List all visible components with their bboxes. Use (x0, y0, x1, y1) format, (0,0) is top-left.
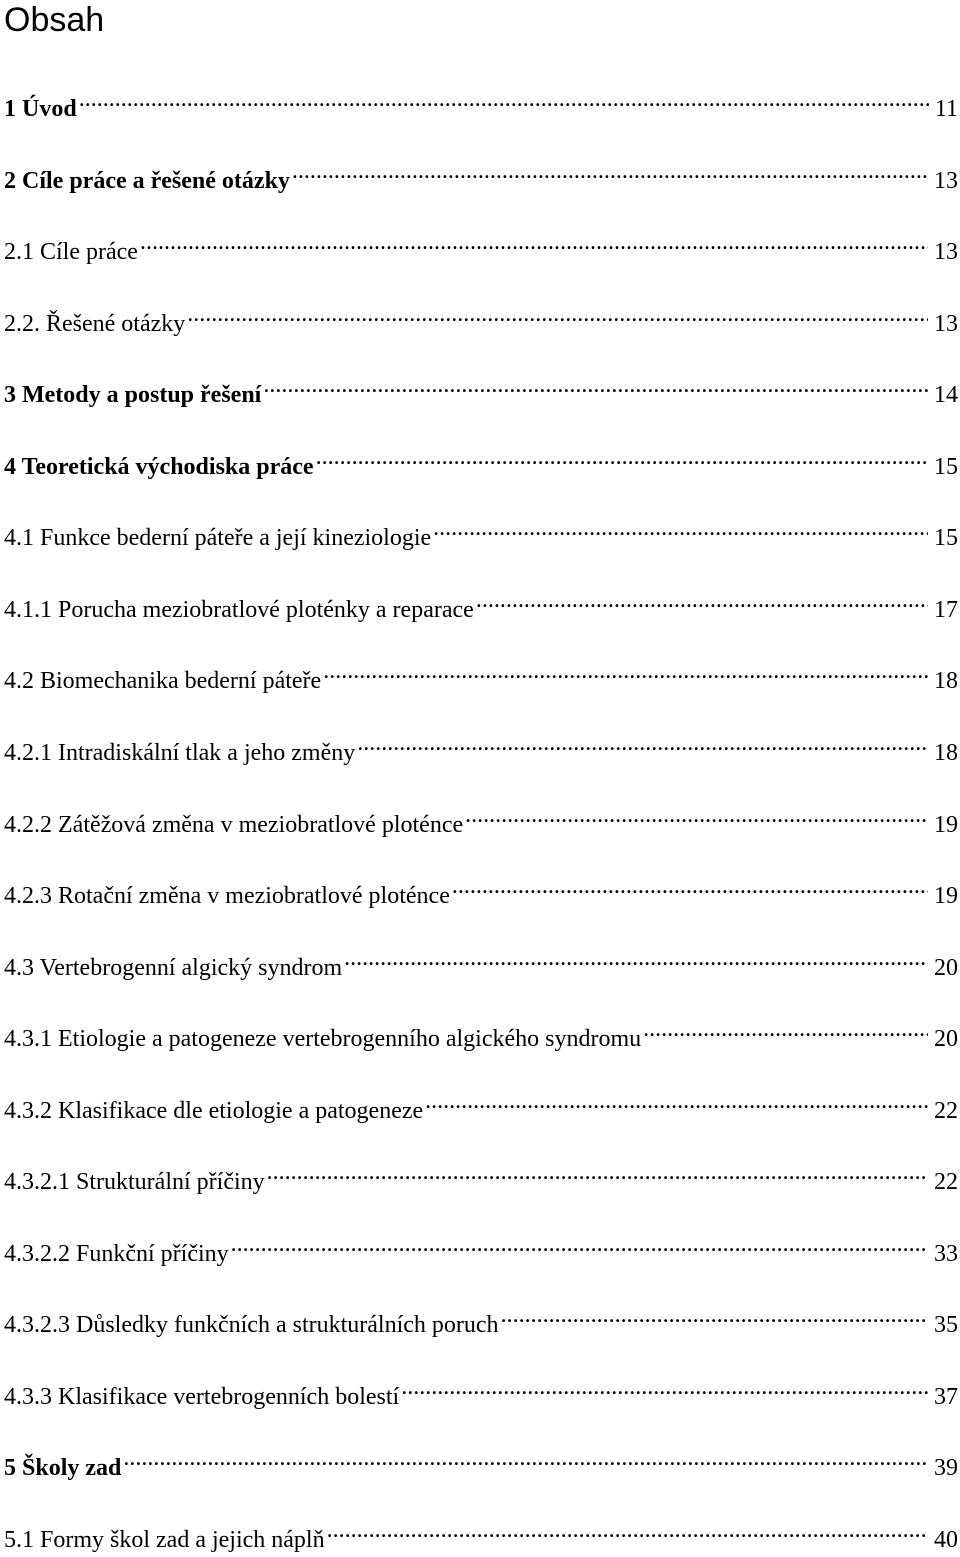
toc-entry[interactable] (4, 1012, 958, 1052)
toc-page-number: 14 (934, 382, 958, 408)
toc-dot-leader (323, 654, 928, 688)
toc-page-number: 37 (934, 1384, 958, 1410)
toc-entry[interactable] (4, 511, 958, 551)
toc-entry-title: 4.2.1 Intradiskální tlak a jeho změny (4, 740, 356, 766)
toc-dot-leader (79, 82, 929, 116)
toc-entry-title: 4.3.2 Klasifikace dle etiologie a patogeneze (4, 1098, 424, 1124)
toc-entry-title: 4.1.1 Porucha meziobratlové ploténky a reparace (4, 597, 474, 623)
toc-entry-title: 1 Úvod (4, 96, 77, 122)
toc-entry-title: 5 Školy zad (4, 1455, 122, 1481)
toc-entry[interactable] (4, 1370, 958, 1410)
toc-entry-title: 4.3.2.1 Strukturální příčiny (4, 1169, 265, 1195)
toc-page-number: 35 (934, 1312, 958, 1338)
toc-entry-title: 2.1 Cíle práce (4, 239, 138, 265)
toc-entry-title: 4.2.2 Zátěžová změna v meziobratlové ploténce (4, 812, 464, 838)
toc-page-number: 18 (934, 668, 958, 694)
toc-dot-leader (643, 1012, 928, 1046)
toc-entry[interactable] (4, 1155, 958, 1195)
toc-dot-leader (292, 154, 928, 188)
toc-page-number: 20 (934, 955, 958, 981)
toc-entry-title: 3 Metody a postup řešení (4, 382, 262, 408)
toc-dot-leader (501, 1298, 928, 1332)
toc-page-number: 17 (934, 597, 958, 623)
toc-entry-title: 4.2 Biomechanika bederní páteře (4, 668, 322, 694)
toc-page-number: 15 (934, 525, 958, 551)
toc-entry-title: 4.3.3 Klasifikace vertebrogenních bolestí (4, 1384, 400, 1410)
toc-entry[interactable] (4, 1227, 958, 1267)
toc-entry-title: 4 Teoretická východiska práce (4, 454, 314, 480)
toc-entry[interactable] (4, 798, 958, 838)
toc-dot-leader (357, 726, 928, 760)
toc-entry-title: 2 Cíle práce a řešené otázky (4, 168, 290, 194)
toc-dot-leader (433, 511, 928, 545)
toc-page-number: 13 (934, 311, 958, 337)
toc-entry[interactable] (4, 297, 958, 337)
toc-page-number: 22 (934, 1098, 958, 1124)
toc-dot-leader (344, 941, 928, 975)
toc-entry[interactable] (4, 225, 958, 265)
toc-entry[interactable] (4, 869, 958, 909)
toc-entry-title: 2.2. Řešené otázky (4, 311, 186, 337)
toc-entry[interactable] (4, 1298, 958, 1338)
toc-page-number: 13 (934, 239, 958, 265)
toc-page-number: 13 (934, 168, 958, 194)
toc-dot-leader (327, 1513, 928, 1547)
toc-page-number: 19 (934, 812, 958, 838)
toc-entry[interactable] (4, 654, 958, 694)
toc-entry[interactable] (4, 368, 958, 408)
toc-dot-leader (140, 225, 928, 259)
toc-page-number: 40 (934, 1527, 958, 1553)
toc-entry[interactable] (4, 1441, 958, 1481)
toc-dot-leader (425, 1084, 928, 1118)
toc-page-number: 15 (934, 454, 958, 480)
toc-dot-leader (316, 440, 928, 474)
toc-entry[interactable] (4, 583, 958, 623)
toc-page-number: 33 (934, 1241, 958, 1267)
toc-page-number: 18 (934, 740, 958, 766)
toc-dot-leader (123, 1441, 928, 1475)
toc-entry[interactable] (4, 154, 958, 194)
toc-dot-leader (231, 1227, 928, 1261)
toc-page-number: 20 (934, 1026, 958, 1052)
toc-dot-leader (452, 869, 928, 903)
toc-entry-title: 4.3 Vertebrogenní algický syndrom (4, 955, 343, 981)
toc-entry-title: 4.3.2.2 Funkční příčiny (4, 1241, 229, 1267)
toc-dot-leader (476, 583, 928, 617)
page-title: Obsah (4, 1, 105, 39)
toc-dot-leader (465, 798, 928, 832)
toc-entry-title: 4.3.2.3 Důsledky funkčních a strukturálních poruch (4, 1312, 499, 1338)
toc-entry[interactable] (4, 82, 958, 122)
toc-dot-leader (187, 297, 928, 331)
toc-entry[interactable] (4, 1084, 958, 1124)
toc-entry-title: 4.1 Funkce bederní páteře a její kineziologie (4, 525, 432, 551)
toc-entry[interactable] (4, 440, 958, 480)
toc-page-number: 39 (934, 1455, 958, 1481)
toc-dot-leader (401, 1370, 928, 1404)
toc-page-number: 19 (934, 883, 958, 909)
toc-page-number: 11 (934, 96, 958, 122)
toc-entry-title: 5.1 Formy škol zad a jejich náplň (4, 1527, 325, 1553)
toc-entry-title: 4.2.3 Rotační změna v meziobratlové ploténce (4, 883, 450, 909)
toc-page-number: 22 (934, 1169, 958, 1195)
toc-dot-leader (263, 368, 928, 402)
toc-entry[interactable] (4, 1513, 958, 1553)
toc-entry[interactable] (4, 726, 958, 766)
toc-entry[interactable] (4, 941, 958, 981)
toc-entry-title: 4.3.1 Etiologie a patogeneze vertebrogenního algického syndromu (4, 1026, 642, 1052)
toc-dot-leader (267, 1155, 928, 1189)
